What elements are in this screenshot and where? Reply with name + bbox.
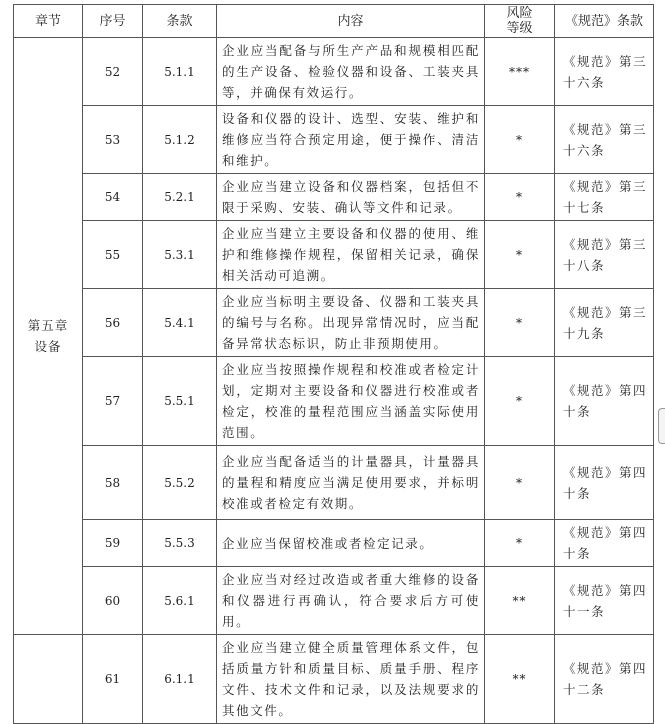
risk-cell: ** [485, 567, 555, 635]
seq-cell: 52 [83, 38, 143, 106]
header-chapter: 章节 [14, 5, 83, 38]
content-cell: 企业应当对经过改造或者重大维修的设备和仪器进行再确认，符合要求后方可使用。 [217, 567, 485, 635]
content-cell: 企业应当建立设备和仪器档案，包括但不限于采购、安装、确认等文件和记录。 [217, 174, 485, 221]
header-clause: 条款 [143, 5, 217, 38]
risk-cell: ** [485, 635, 555, 724]
clause-cell: 5.1.2 [143, 106, 217, 174]
clause-cell: 5.5.2 [143, 446, 217, 520]
table-row [14, 289, 654, 357]
clause-cell: 5.2.1 [143, 174, 217, 221]
table-row [14, 174, 654, 221]
content-cell: 企业应当按照操作规程和校准或者检定计划，定期对主要设备和仪器进行校准或者检定，校准的量程范围应当涵盖实际使用范围。 [217, 357, 485, 446]
risk-cell: *** [485, 38, 555, 106]
risk-cell: * [485, 520, 555, 567]
chapter-subtitle: 设备 [34, 339, 62, 354]
clause-cell: 5.3.1 [143, 221, 217, 289]
seq-cell: 56 [83, 289, 143, 357]
risk-cell: * [485, 446, 555, 520]
clause-cell: 5.1.1 [143, 38, 217, 106]
seq-cell: 54 [83, 174, 143, 221]
table-row [14, 221, 654, 289]
ref-cell: 《规范》第三十六条 [555, 106, 654, 174]
header-ref: 《规范》条款 [555, 5, 654, 38]
content-cell: 企业应当建立健全质量管理体系文件，包括质量方针和质量目标、质量手册、程序文件、技术文件和记录，以及法规要求的其他文件。 [217, 635, 485, 724]
risk-cell: * [485, 106, 555, 174]
seq-cell: 60 [83, 567, 143, 635]
risk-cell: * [485, 221, 555, 289]
header-risk [485, 5, 555, 38]
clause-cell: 5.6.1 [143, 567, 217, 635]
table-row [14, 106, 654, 174]
table-row [14, 357, 654, 446]
content-cell: 企业应当建立主要设备和仪器的使用、维护和维修操作规程，保留相关记录，确保相关活动可追溯。 [217, 221, 485, 289]
clause-cell: 6.1.1 [143, 635, 217, 724]
seq-cell: 61 [83, 635, 143, 724]
risk-cell: * [485, 174, 555, 221]
ref-cell: 《规范》第三十六条 [555, 38, 654, 106]
chapter-cell [14, 38, 83, 635]
ref-cell: 《规范》第四十二条 [555, 635, 654, 724]
ref-cell: 《规范》第四十条 [555, 520, 654, 567]
table-row [14, 635, 654, 724]
table-row [14, 567, 654, 635]
table-row [14, 520, 654, 567]
ref-cell: 《规范》第三十九条 [555, 289, 654, 357]
content-cell: 企业应当保留校准或者检定记录。 [217, 520, 485, 567]
clause-cell: 5.4.1 [143, 289, 217, 357]
risk-cell: * [485, 289, 555, 357]
header-seq: 序号 [83, 5, 143, 38]
content-cell: 企业应当配备适当的计量器具，计量器具的量程和精度应当满足使用要求，并标明校准或者检定有效期。 [217, 446, 485, 520]
header-content: 内容 [217, 5, 485, 38]
chapter-cell-next [14, 635, 83, 724]
table-row [14, 446, 654, 520]
seq-cell: 57 [83, 357, 143, 446]
ref-cell: 《规范》第四十一条 [555, 567, 654, 635]
clause-cell: 5.5.3 [143, 520, 217, 567]
chapter-title: 第五章 [27, 318, 69, 333]
side-scroll-handle[interactable] [658, 408, 665, 444]
header-risk-line2: 等级 [506, 21, 533, 36]
seq-cell: 53 [83, 106, 143, 174]
seq-cell: 58 [83, 446, 143, 520]
ref-cell: 《规范》第三十八条 [555, 221, 654, 289]
ref-cell: 《规范》第三十七条 [555, 174, 654, 221]
seq-cell: 55 [83, 221, 143, 289]
seq-cell: 59 [83, 520, 143, 567]
table-header-row [14, 5, 654, 38]
header-risk-line1: 风险 [506, 6, 533, 21]
content-cell: 企业应当标明主要设备、仪器和工装夹具的编号与名称。出现异常情况时，应当配备异常状态标识，防止非预期使用。 [217, 289, 485, 357]
risk-cell: * [485, 357, 555, 446]
content-cell: 设备和仪器的设计、选型、安装、维护和维修应当符合预定用途，便于操作、清洁和维护。 [217, 106, 485, 174]
regulation-table [13, 4, 654, 724]
ref-cell: 《规范》第四十条 [555, 357, 654, 446]
content-cell: 企业应当配备与所生产产品和规模相匹配的生产设备、检验仪器和设备、工装夹具等，并确保有效运行。 [217, 38, 485, 106]
table-row [14, 38, 654, 106]
clause-cell: 5.5.1 [143, 357, 217, 446]
ref-cell: 《规范》第四十条 [555, 446, 654, 520]
